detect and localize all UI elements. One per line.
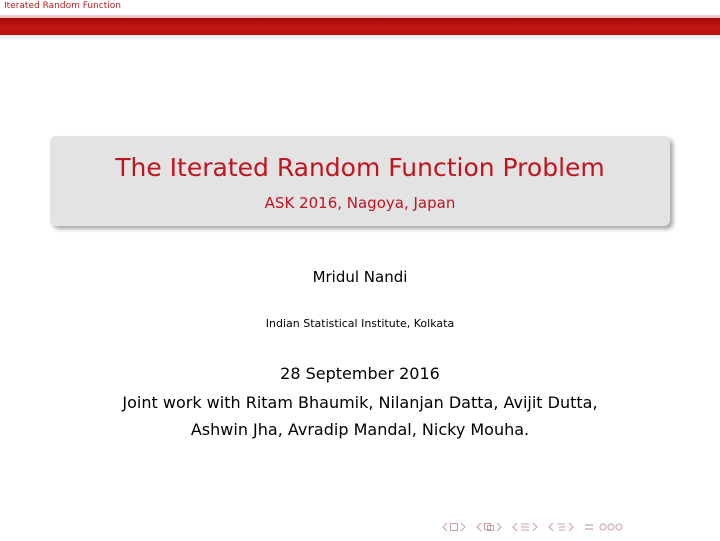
presentation-date: 28 September 2016 [280,364,440,383]
nav-section-next-icon[interactable] [532,522,538,532]
author-name: Mridul Nandi [312,268,408,286]
nav-frame-icon[interactable] [449,522,459,532]
nav-doc-icon[interactable] [584,522,594,532]
presentation-title: The Iterated Random Function Problem [115,153,605,182]
nav-section-group [512,522,538,532]
nav-subsection-list-next-icon[interactable] [568,522,574,532]
nav-frame-group [442,522,466,532]
nav-section-icon[interactable] [519,522,531,532]
nav-frame-next-icon[interactable] [460,522,466,532]
title-block [50,136,670,226]
nav-subsection-prev-icon[interactable] [476,522,482,532]
nav-subsection-list-icon[interactable] [555,522,567,532]
beamer-navigation-bar [442,521,624,533]
slide-header [0,0,720,15]
header-rule-dark [0,18,720,35]
header-shadow [0,35,720,40]
nav-subsection-list-prev-icon[interactable] [548,522,554,532]
nav-section-prev-icon[interactable] [512,522,518,532]
presentation-subtitle: ASK 2016, Nagoya, Japan [264,194,456,212]
header-short-title[interactable]: Iterated Random Function [4,1,121,11]
author-institute: Indian Statistical Institute, Kolkata [265,317,455,330]
joint-work-line-2: Ashwin Jha, Avradip Mandal, Nicky Mouha. [190,420,530,439]
nav-subsection-group [476,522,502,532]
joint-work-line-1: Joint work with Ritam Bhaumik, Nilanjan Datta, Avijit Dutta, [122,393,598,412]
nav-search-icon[interactable] [598,522,624,532]
nav-frame-prev-icon[interactable] [442,522,448,532]
nav-subsection-icon[interactable] [483,522,495,532]
nav-subsection-next-icon[interactable] [496,522,502,532]
nav-subsection-list-group [548,522,574,532]
